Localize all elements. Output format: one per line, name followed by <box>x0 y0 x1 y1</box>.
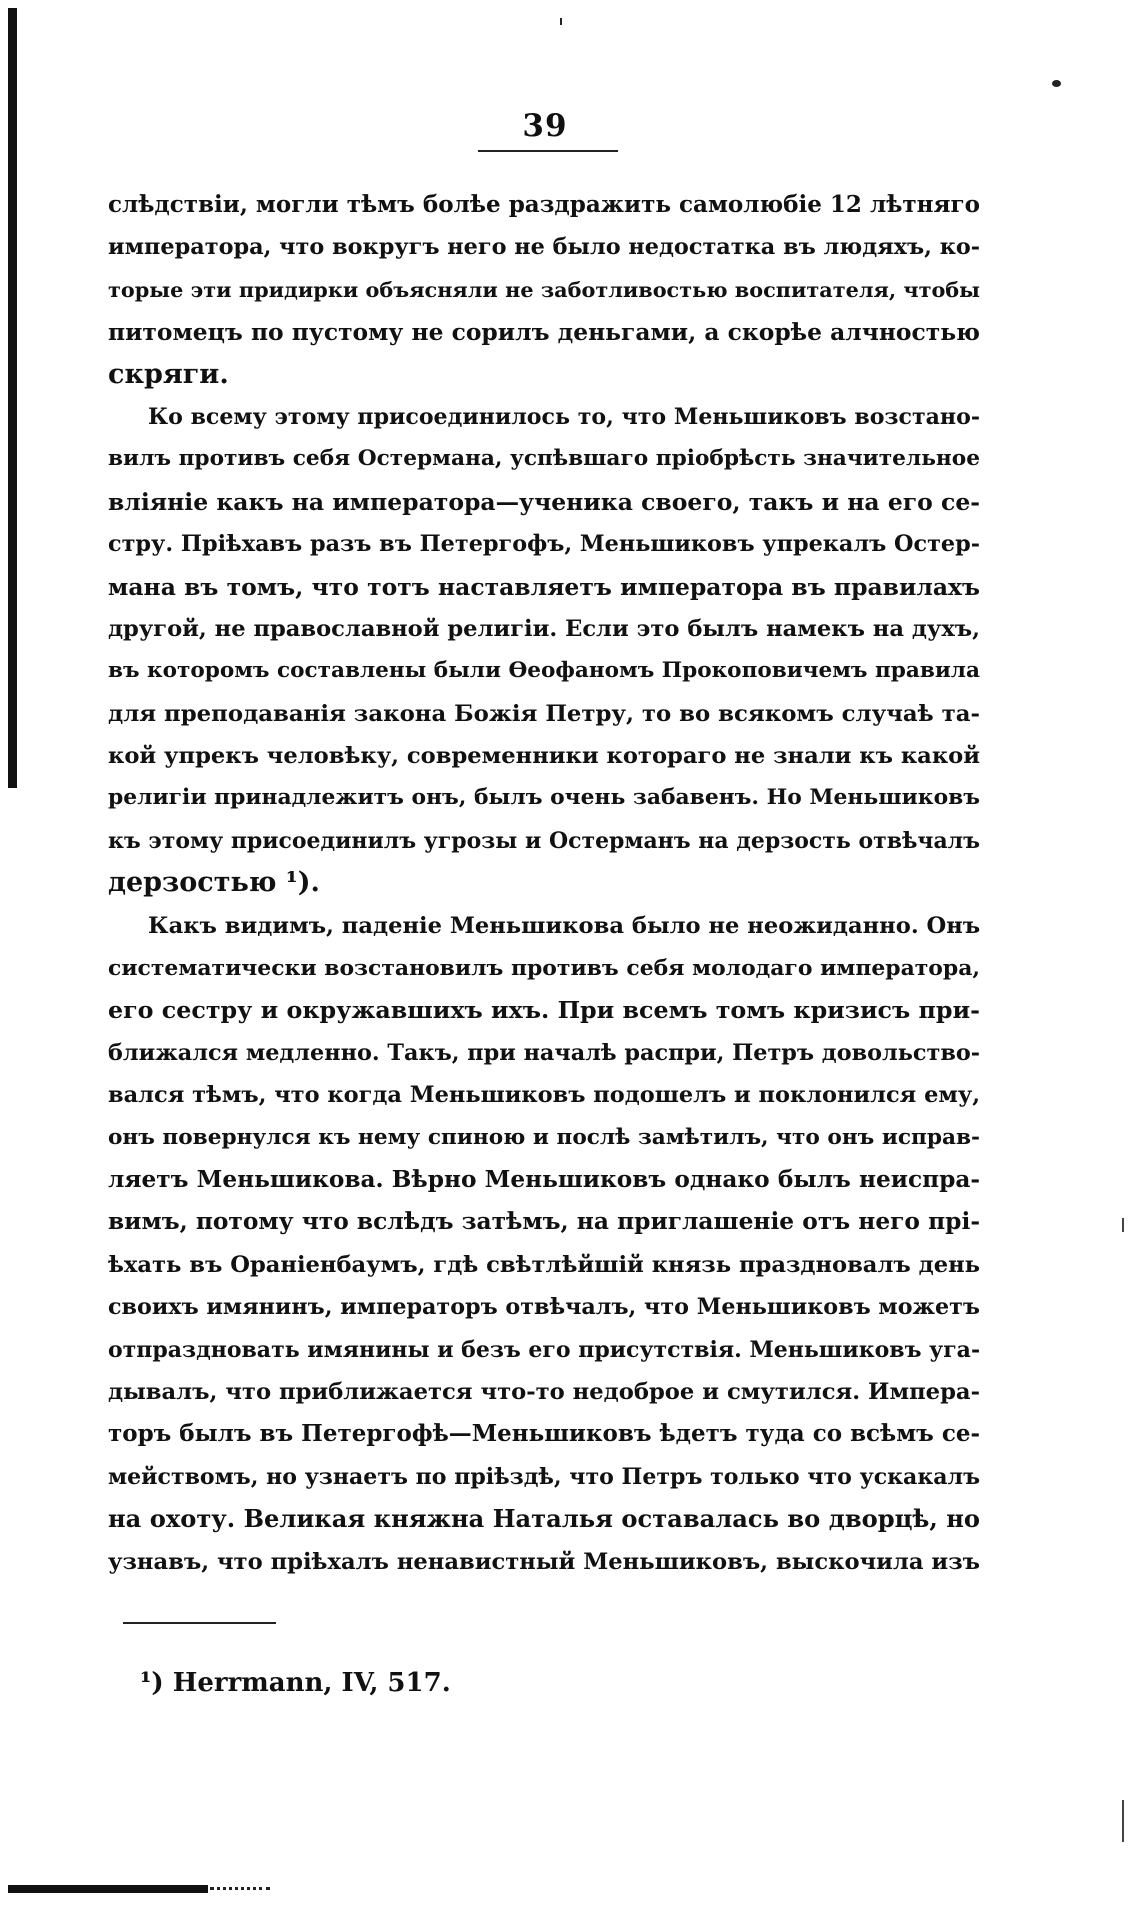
text-line: онъ повернулся къ нему спиною и послѣ замѣтилъ, что онъ исправ- <box>108 1124 980 1150</box>
scan-speck <box>1052 80 1061 87</box>
text-line: дывалъ, что приближается что-то недоброе и смутился. Импера- <box>108 1378 980 1405</box>
text-line: вилъ противъ себя Остермана, успѣвшаго пріобрѣсть значительное <box>108 446 980 472</box>
scan-edge-shadow-bottom <box>8 1885 208 1893</box>
text-line: дерзостью ¹). <box>108 867 320 899</box>
text-line: Какъ видимъ, паденіе Меньшикова было не неожиданно. Онъ <box>148 912 981 939</box>
scan-speck <box>560 18 562 25</box>
page-number-rule <box>478 150 618 152</box>
text-line: ляетъ Меньшикова. Вѣрно Меньшиковъ однако былъ неиспра- <box>108 1165 980 1193</box>
text-line: торъ былъ въ Петергофѣ—Меньшиковъ ѣдетъ туда со всѣмъ се- <box>108 1420 980 1448</box>
scan-edge-dots-bottom <box>210 1887 270 1893</box>
footnote <box>140 1668 451 1698</box>
text-line: мействомъ, но узнаетъ по пріѣздѣ, что Петръ только что ускакалъ <box>108 1463 980 1490</box>
text-line: на охоту. Великая княжна Наталья оставалась во дворцѣ, но <box>108 1504 980 1534</box>
text-line: мана въ томъ, что тотъ наставляетъ императора въ правилахъ <box>108 572 980 601</box>
text-line: императора, что вокругъ него не было недостатка въ людяхъ, ко- <box>108 234 981 261</box>
text-line: своихъ имянинъ, императоръ отвѣчалъ, что Меньшиковъ можетъ <box>108 1294 980 1321</box>
text-line: для преподаванія закона Божія Петру, то во всякомъ случаѣ та- <box>108 700 980 727</box>
text-line: питомецъ по пустому не сорилъ деньгами, а скорѣе алчностью <box>108 318 980 347</box>
text-line: его сестру и окружавшихъ ихъ. При всемъ томъ кризисъ при- <box>108 996 980 1025</box>
footnote-marker: ¹) <box>140 1668 164 1698</box>
footnote-text: Herrmann, IV, 517. <box>172 1668 451 1698</box>
body-text <box>108 184 980 1583</box>
text-line: Ко всему этому присоединилось то, что Меньшиковъ возстано- <box>148 403 980 430</box>
text-line: ближался медленно. Такъ, при началѣ распри, Петръ довольство- <box>108 1039 980 1066</box>
text-line: другой, не православной религіи. Если это былъ намекъ на духъ, <box>108 615 980 642</box>
text-line: ѣхать въ Ораніенбаумъ, гдѣ свѣтлѣйшій князь праздновалъ день <box>108 1251 980 1278</box>
footnote-rule <box>123 1622 276 1624</box>
scan-edge-shadow-left <box>8 8 17 788</box>
scan-margin-mark <box>1122 1218 1124 1232</box>
text-line: вліяніе какъ на императора—ученика своего, такъ и на его се- <box>108 487 980 516</box>
text-line: въ которомъ составлены были Ѳеофаномъ Прокоповичемъ правила <box>108 658 980 684</box>
text-line: кой упрекъ человѣку, современники котораго не знали къ какой <box>108 743 980 770</box>
text-line: религіи принадлежитъ онъ, былъ очень забавенъ. Но Меньшиковъ <box>108 785 980 811</box>
scan-margin-mark <box>1122 1800 1124 1842</box>
text-line: вался тѣмъ, что когда Меньшиковъ подошелъ и поклонился ему, <box>108 1082 981 1109</box>
text-line: торые эти придирки объясняли не заботливостью воспитателя, чтобы <box>108 276 980 302</box>
text-line: слѣдствіи, могли тѣмъ болѣе раздражить самолюбіе 12 лѣтняго <box>108 191 980 218</box>
text-line: къ этому присоединилъ угрозы и Остерманъ на дерзость отвѣчалъ <box>108 827 980 854</box>
page-number: 39 <box>522 108 568 144</box>
text-line: отпраздновать имянины и безъ его присутствія. Меньшиковъ уга- <box>108 1336 981 1363</box>
text-line: узнавъ, что пріѣхалъ ненавистный Меньшиковъ, выскочила изъ <box>108 1548 980 1575</box>
text-line: систематически возстановилъ противъ себя молодаго императора, <box>108 955 980 982</box>
text-line: вимъ, потому что вслѣдъ затѣмъ, на приглашеніе отъ него прі- <box>108 1208 980 1236</box>
text-line: стру. Пріѣхавъ разъ въ Петергофъ, Меньшиковъ упрекалъ Остер- <box>108 531 980 558</box>
text-line: скряги. <box>108 358 229 390</box>
